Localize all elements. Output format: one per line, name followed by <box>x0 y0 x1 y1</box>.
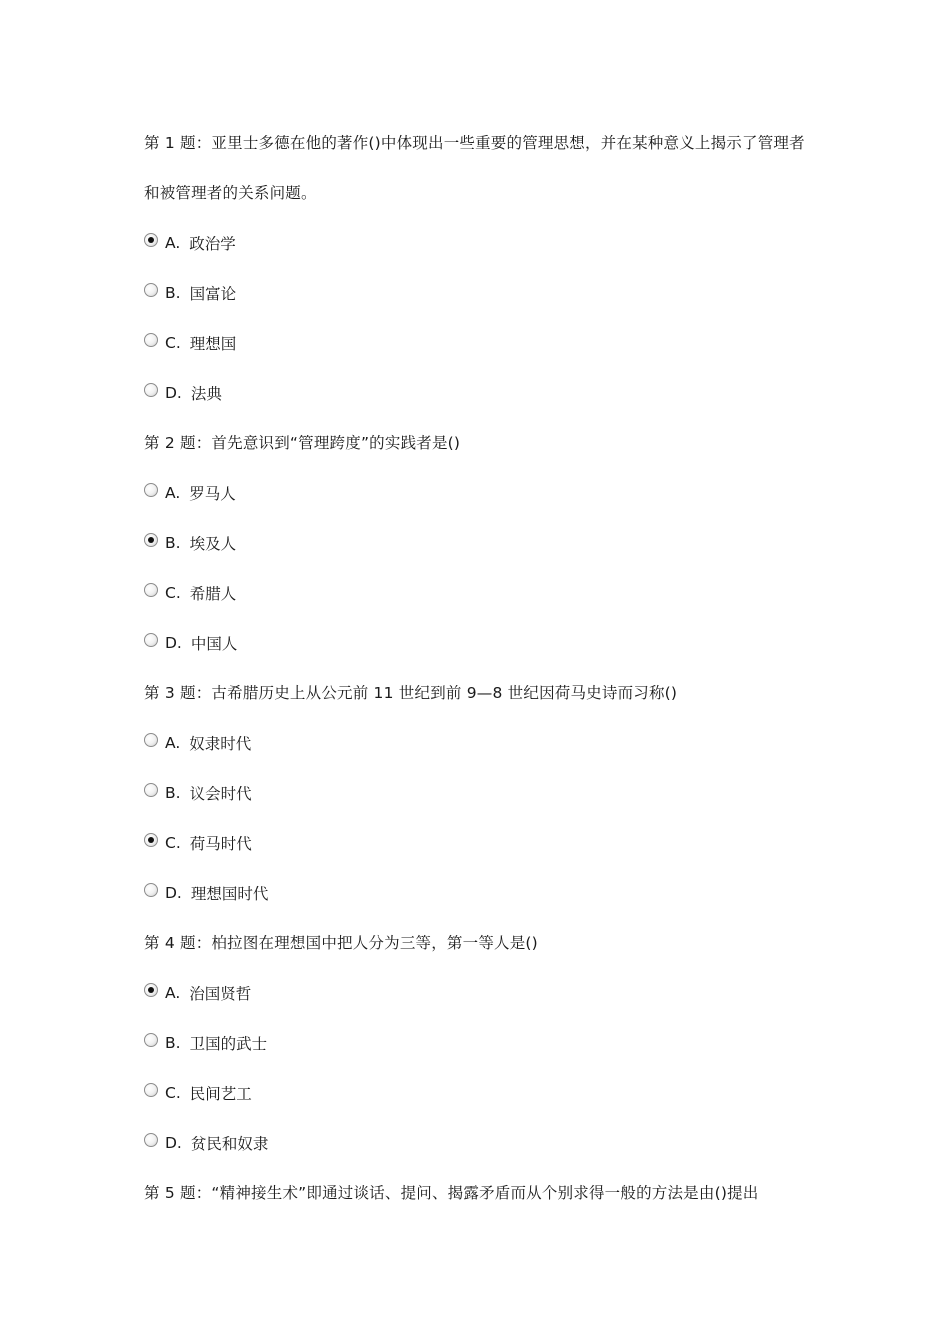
option-label: 法典 <box>190 385 222 403</box>
question-5 <box>144 1168 814 1218</box>
radio-unchecked-icon[interactable] <box>144 483 158 497</box>
radio-unchecked-icon[interactable] <box>144 1083 158 1097</box>
option-3d[interactable] <box>144 868 814 918</box>
option-2b[interactable] <box>144 518 814 568</box>
option-letter: D. <box>165 634 182 652</box>
option-letter: D. <box>165 384 182 402</box>
option-4a[interactable] <box>144 968 814 1018</box>
option-letter: A. <box>165 734 181 752</box>
option-2c[interactable] <box>144 568 814 618</box>
option-letter: D. <box>165 1134 182 1152</box>
radio-unchecked-icon[interactable] <box>144 333 158 347</box>
option-4d[interactable] <box>144 1118 814 1168</box>
option-label: 贫民和奴隶 <box>190 1135 269 1153</box>
radio-unchecked-icon[interactable] <box>144 733 158 747</box>
option-letter: B. <box>165 784 181 802</box>
radio-checked-icon[interactable] <box>144 533 158 547</box>
option-label: 理想国 <box>189 335 237 353</box>
option-letter: D. <box>165 884 182 902</box>
option-letter: B. <box>165 284 181 302</box>
option-label: 中国人 <box>190 635 238 653</box>
radio-unchecked-icon[interactable] <box>144 633 158 647</box>
option-3a[interactable] <box>144 718 814 768</box>
option-letter: C. <box>165 1084 181 1102</box>
option-1b[interactable] <box>144 268 814 318</box>
option-label: 罗马人 <box>189 485 236 503</box>
option-1c[interactable] <box>144 318 814 368</box>
question-text: 第 1 题：亚里士多德在他的著作()中体现出一些重要的管理思想，并在某种意义上揭示了管理者和被管理者的关系问题。 <box>144 134 805 202</box>
option-label: 治国贤哲 <box>189 985 252 1003</box>
question-text: 第 4 题：柏拉图在理想国中把人分为三等，第一等人是() <box>144 934 538 952</box>
radio-unchecked-icon[interactable] <box>144 283 158 297</box>
option-label: 荷马时代 <box>189 835 252 853</box>
option-3c[interactable] <box>144 818 814 868</box>
option-letter: C. <box>165 334 181 352</box>
option-1a[interactable] <box>144 218 814 268</box>
radio-checked-icon[interactable] <box>144 983 158 997</box>
option-label: 埃及人 <box>189 535 237 553</box>
option-letter: C. <box>165 584 181 602</box>
radio-unchecked-icon[interactable] <box>144 583 158 597</box>
option-label: 卫国的武士 <box>189 1035 268 1053</box>
radio-unchecked-icon[interactable] <box>144 883 158 897</box>
radio-unchecked-icon[interactable] <box>144 783 158 797</box>
option-label: 议会时代 <box>189 785 252 803</box>
radio-unchecked-icon[interactable] <box>144 383 158 397</box>
option-label: 国富论 <box>189 285 237 303</box>
option-4c[interactable] <box>144 1068 814 1118</box>
question-4 <box>144 918 814 1168</box>
option-letter: B. <box>165 534 181 552</box>
option-list <box>144 468 814 668</box>
radio-unchecked-icon[interactable] <box>144 1033 158 1047</box>
option-letter: A. <box>165 234 181 252</box>
radio-checked-icon[interactable] <box>144 233 158 247</box>
question-text: 第 5 题：“精神接生术”即通过谈话、提问、揭露矛盾而从个别求得一般的方法是由()提出 <box>144 1184 759 1202</box>
question-1 <box>144 118 814 418</box>
option-list <box>144 218 814 418</box>
option-2a[interactable] <box>144 468 814 518</box>
option-letter: A. <box>165 984 181 1002</box>
option-label: 希腊人 <box>189 585 237 603</box>
option-list <box>144 718 814 918</box>
option-4b[interactable] <box>144 1018 814 1068</box>
option-label: 政治学 <box>189 235 236 253</box>
option-2d[interactable] <box>144 618 814 668</box>
option-letter: B. <box>165 1034 181 1052</box>
option-3b[interactable] <box>144 768 814 818</box>
option-1d[interactable] <box>144 368 814 418</box>
option-label: 理想国时代 <box>190 885 269 903</box>
question-text: 第 3 题：古希腊历史上从公元前 11 世纪到前 9—8 世纪因荷马史诗而习称() <box>144 684 678 702</box>
option-letter: A. <box>165 484 181 502</box>
quiz-page <box>144 118 814 1218</box>
question-3 <box>144 668 814 918</box>
radio-unchecked-icon[interactable] <box>144 1133 158 1147</box>
option-list <box>144 968 814 1168</box>
question-2 <box>144 418 814 668</box>
option-label: 奴隶时代 <box>189 735 252 753</box>
option-label: 民间艺工 <box>189 1085 252 1103</box>
radio-checked-icon[interactable] <box>144 833 158 847</box>
option-letter: C. <box>165 834 181 852</box>
question-text: 第 2 题：首先意识到“管理跨度”的实践者是() <box>144 434 461 452</box>
